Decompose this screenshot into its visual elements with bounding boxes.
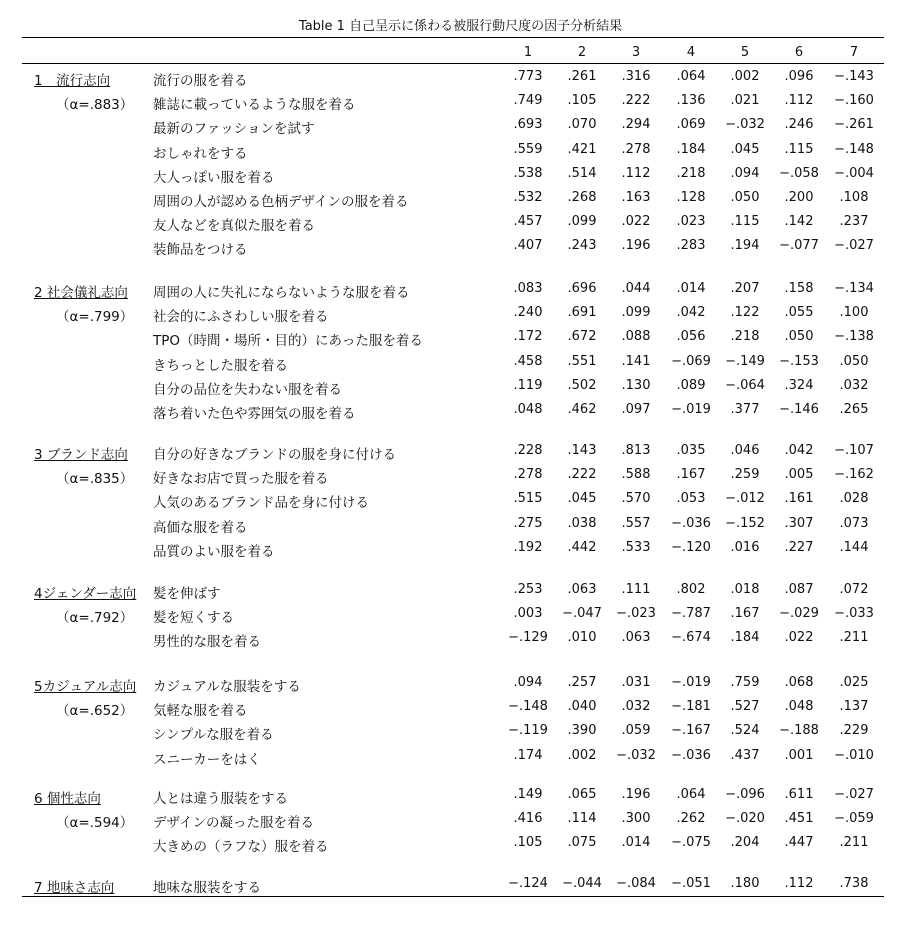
loading-cell: −.107 [834, 443, 874, 458]
item-text: 周囲の人に失礼にならないような服を着る [153, 285, 410, 301]
loading-cell: .172 [513, 329, 543, 345]
column-header-6: 6 [794, 45, 804, 60]
loading-cell: −.138 [834, 329, 874, 345]
loading-cell: .163 [621, 190, 651, 205]
loading-cell: .222 [567, 467, 597, 483]
loading-cell: .001 [784, 747, 814, 763]
loading-cell: .035 [676, 443, 706, 458]
loading-cell: .813 [621, 443, 651, 458]
loading-cell: −.047 [562, 606, 602, 622]
loading-cell: .283 [676, 238, 706, 254]
loading-cell: .142 [784, 214, 814, 230]
loading-cell: .038 [567, 515, 597, 531]
table-row [0, 811, 921, 832]
table-row [0, 467, 921, 488]
loading-cell: .262 [676, 811, 706, 827]
loading-cell: .042 [676, 305, 706, 321]
loading-cell: .218 [676, 165, 706, 181]
loading-cell: .046 [730, 443, 760, 458]
loading-cell: .099 [567, 214, 597, 230]
loading-cell: −.036 [671, 515, 711, 531]
item-text: 気軽な服を着る [153, 703, 248, 720]
item-text: 髪を伸ばす [153, 586, 221, 602]
loading-cell: .089 [676, 377, 706, 393]
loading-cell: .416 [513, 811, 543, 827]
table-title: Table 1 自己呈示に係わる被服行動尺度の因子分析結果 [298, 19, 623, 34]
loading-cell: .083 [513, 281, 543, 296]
loading-cell: .114 [567, 811, 597, 827]
table-row [0, 93, 921, 114]
loading-cell: .527 [730, 699, 760, 715]
table-row [0, 305, 921, 326]
loading-cell: .204 [730, 835, 760, 851]
table-row [0, 142, 921, 160]
loading-cell: .257 [567, 675, 597, 690]
table-row [0, 402, 921, 420]
item-text: 流行の服を着る [153, 73, 248, 89]
loading-cell: −.075 [671, 835, 711, 851]
loading-cell: .128 [676, 190, 706, 205]
loading-cell: .105 [513, 835, 543, 851]
loading-cell: .222 [621, 93, 651, 109]
loading-cell: .696 [567, 281, 597, 296]
loading-cell: .451 [784, 811, 814, 827]
loading-cell: .014 [676, 281, 706, 296]
loading-cell: .045 [567, 491, 597, 507]
loading-cell: .228 [513, 443, 543, 458]
item-text: カジュアルな服装をする [153, 679, 301, 695]
loading-cell: −.148 [508, 699, 548, 715]
loading-cell: −.261 [834, 117, 874, 133]
loading-cell: .072 [839, 582, 869, 597]
loading-cell: .533 [621, 539, 651, 555]
loading-cell: .194 [730, 238, 760, 254]
loading-cell: −.058 [779, 165, 819, 181]
column-header-5: 5 [740, 45, 750, 60]
loading-cell: −.010 [834, 747, 874, 763]
table-row [0, 540, 921, 558]
column-header-1: 1 [523, 45, 533, 60]
loading-cell: .458 [513, 353, 543, 369]
loading-cell: .211 [839, 630, 869, 646]
loading-cell: .053 [676, 491, 706, 507]
loading-cell: −.020 [725, 811, 765, 827]
item-text: 品質のよい服を着る [153, 543, 275, 560]
factor-name: 6 個性志向 [34, 791, 101, 807]
item-text: 自分の好きなブランドの服を身に付ける [153, 447, 396, 463]
table-row [0, 166, 921, 184]
loading-cell: .570 [621, 491, 651, 507]
loading-cell: .462 [567, 402, 597, 417]
loading-cell: .048 [513, 402, 543, 417]
loading-cell: .073 [839, 515, 869, 531]
item-text: 周囲の人が認める色柄デザインの服を着る [153, 194, 409, 210]
loading-cell: .300 [621, 811, 651, 827]
loading-cell: .390 [567, 723, 597, 739]
loading-cell: −.129 [508, 630, 548, 646]
loading-cell: .237 [839, 214, 869, 230]
loading-cell: .136 [676, 93, 706, 109]
table-row [0, 630, 921, 651]
item-text: 好きなお店で買った服を着る [153, 471, 329, 488]
loading-cell: −.023 [616, 606, 656, 622]
loading-cell: .119 [513, 377, 543, 393]
loading-cell: −.153 [779, 353, 819, 369]
table-row [0, 675, 921, 693]
loading-cell: .802 [676, 582, 706, 597]
loading-cell: .050 [784, 329, 814, 345]
loading-cell: .551 [567, 353, 597, 369]
loading-cell: −.036 [671, 747, 711, 763]
loading-cell: .144 [839, 539, 869, 555]
item-text: 人とは違う服装をする [153, 791, 288, 807]
loading-cell: .040 [567, 699, 597, 715]
table-row [0, 378, 921, 396]
loading-cell: .100 [839, 305, 869, 321]
table-row [0, 329, 921, 350]
table-row [0, 516, 921, 534]
loading-cell: .056 [676, 329, 706, 345]
item-text: 高価な服を着る [153, 519, 248, 536]
loading-cell: −.012 [725, 491, 765, 507]
item-text: おしゃれをする [153, 145, 248, 162]
loading-cell: .211 [839, 835, 869, 851]
loading-cell: .068 [784, 675, 814, 690]
table-row [0, 69, 921, 87]
loading-cell: −.181 [671, 699, 711, 715]
loading-cell: .063 [567, 582, 597, 597]
loading-cell: .192 [513, 539, 543, 555]
loading-cell: .278 [513, 467, 543, 483]
loading-cell: .447 [784, 835, 814, 851]
loading-cell: −.119 [508, 723, 548, 739]
factor-name: 5カジュアル志向 [34, 679, 137, 695]
loading-cell: .028 [839, 491, 869, 507]
loading-cell: .243 [567, 238, 597, 254]
loading-cell: .048 [784, 699, 814, 715]
table-row [0, 699, 921, 720]
loading-cell: −.077 [779, 238, 819, 254]
loading-cell: −.064 [725, 377, 765, 393]
loading-cell: .307 [784, 515, 814, 531]
loading-cell: .003 [513, 606, 543, 622]
loading-cell: −.027 [834, 238, 874, 254]
loading-cell: −.051 [671, 876, 711, 891]
loading-cell: .137 [839, 699, 869, 715]
loading-cell: −.188 [779, 723, 819, 739]
factor-name: 1 流行志向 [34, 73, 111, 89]
loading-cell: .059 [621, 723, 651, 739]
loading-cell: .557 [621, 515, 651, 531]
loading-cell: .407 [513, 238, 543, 254]
column-header-7: 7 [849, 45, 859, 60]
loading-cell: .532 [513, 190, 543, 205]
loading-cell: .246 [784, 117, 814, 133]
loading-cell: .691 [567, 305, 597, 321]
loading-cell: −.134 [834, 281, 874, 296]
loading-cell: −.120 [671, 539, 711, 555]
factor-name: 7 地味さ志向 [34, 880, 115, 896]
loading-cell: .759 [730, 675, 760, 690]
loading-cell: .502 [567, 377, 597, 393]
loading-cell: −.004 [834, 165, 874, 181]
loading-cell: .097 [621, 402, 651, 417]
loading-cell: .229 [839, 723, 869, 739]
loading-cell: .094 [730, 165, 760, 181]
loading-cell: .044 [621, 281, 651, 296]
loading-cell: .515 [513, 491, 543, 507]
loading-cell: .022 [621, 214, 651, 230]
loading-cell: .196 [621, 238, 651, 254]
loading-cell: .111 [621, 582, 651, 597]
loading-cell: −.674 [671, 630, 711, 646]
factor-name: 3 ブランド志向 [34, 447, 128, 463]
table-row [0, 491, 921, 512]
loading-cell: −.019 [671, 675, 711, 690]
loading-cell: .207 [730, 281, 760, 296]
loading-cell: .002 [567, 747, 597, 763]
loading-cell: .112 [621, 165, 651, 181]
loading-cell: .042 [784, 443, 814, 458]
loading-cell: .112 [784, 93, 814, 109]
item-text: TPO（時間・場所・目的）にあった服を着る [153, 333, 423, 350]
table-row [0, 748, 921, 766]
loading-cell: .075 [567, 835, 597, 851]
loading-cell: .200 [784, 190, 814, 205]
table-row [0, 214, 921, 235]
loading-cell: −.019 [671, 402, 711, 417]
table-row [0, 582, 921, 600]
loading-cell: −.032 [616, 747, 656, 763]
item-text: 最新のファッションを試す [153, 121, 315, 138]
loading-cell: −.084 [616, 876, 656, 891]
loading-cell: .421 [567, 141, 597, 157]
loading-cell: .031 [621, 675, 651, 690]
factor-alpha: （α=.594） [56, 815, 134, 832]
loading-cell: .180 [730, 876, 760, 891]
item-text: 髪を短くする [153, 610, 234, 627]
loading-cell: .064 [676, 69, 706, 84]
loading-cell: .143 [567, 443, 597, 458]
item-text: 自分の品位を失わない服を着る [153, 381, 342, 398]
factor-alpha: （α=.835） [56, 471, 134, 488]
loading-cell: .005 [784, 467, 814, 483]
loading-cell: .064 [676, 787, 706, 802]
loading-cell: .018 [730, 582, 760, 597]
loading-cell: .122 [730, 305, 760, 321]
loading-cell: −.059 [834, 811, 874, 827]
loading-cell: .184 [676, 141, 706, 157]
loading-cell: .025 [839, 675, 869, 690]
loading-cell: .457 [513, 214, 543, 230]
loading-cell: .055 [784, 305, 814, 321]
loading-cell: .105 [567, 93, 597, 109]
loading-cell: .094 [513, 675, 543, 690]
loading-cell: .514 [567, 165, 597, 181]
loading-cell: .588 [621, 467, 651, 483]
factor-alpha: （α=.883） [56, 97, 134, 114]
loading-cell: .294 [621, 117, 651, 133]
loading-cell: .115 [730, 214, 760, 230]
loading-cell: .538 [513, 165, 543, 181]
item-text: 落ち着いた色や雰囲気の服を着る [153, 406, 356, 422]
loading-cell: −.069 [671, 353, 711, 369]
item-text: 地味な服装をする [153, 880, 261, 896]
item-text: 男性的な服を着る [153, 634, 261, 651]
loading-cell: −.033 [834, 606, 874, 622]
item-text: スニーカーをはく [153, 751, 261, 768]
loading-cell: .672 [567, 329, 597, 345]
loading-cell: .184 [730, 630, 760, 646]
loading-cell: −.146 [779, 402, 819, 417]
loading-cell: .611 [784, 787, 814, 802]
loading-cell: .016 [730, 539, 760, 555]
loading-cell: .442 [567, 539, 597, 555]
loading-cell: −.027 [834, 787, 874, 802]
column-header-2: 2 [577, 45, 587, 60]
loading-cell: .096 [784, 69, 814, 84]
loading-cell: .065 [567, 787, 597, 802]
header-rule [22, 63, 884, 64]
table-row [0, 190, 921, 208]
loading-cell: .749 [513, 93, 543, 109]
loading-cell: .240 [513, 305, 543, 321]
loading-cell: .265 [839, 402, 869, 417]
loading-cell: .324 [784, 377, 814, 393]
loading-cell: −.032 [725, 117, 765, 133]
table-row [0, 443, 921, 461]
loading-cell: .149 [513, 787, 543, 802]
loading-cell: .099 [621, 305, 651, 321]
table-row [0, 835, 921, 856]
item-text: デザインの凝った服を着る [153, 815, 315, 832]
loading-cell: −.152 [725, 515, 765, 531]
table-row [0, 787, 921, 805]
loading-cell: −.160 [834, 93, 874, 109]
loading-cell: .050 [839, 353, 869, 369]
loading-cell: .158 [784, 281, 814, 296]
loading-cell: −.143 [834, 69, 874, 84]
loading-cell: −.096 [725, 787, 765, 802]
loading-cell: .023 [676, 214, 706, 230]
loading-cell: .002 [730, 69, 760, 84]
item-text: 大きめの（ラフな）服を着る [153, 839, 329, 856]
loading-cell: .259 [730, 467, 760, 483]
loading-cell: .010 [567, 630, 597, 646]
column-header-4: 4 [686, 45, 696, 60]
loading-cell: .227 [784, 539, 814, 555]
loading-cell: .174 [513, 747, 543, 763]
loading-cell: .115 [784, 141, 814, 157]
loading-cell: .377 [730, 402, 760, 417]
loading-cell: −.162 [834, 467, 874, 483]
loading-cell: −.167 [671, 723, 711, 739]
loading-cell: .069 [676, 117, 706, 133]
loading-cell: −.124 [508, 876, 548, 891]
loading-cell: −.787 [671, 606, 711, 622]
loading-cell: .167 [676, 467, 706, 483]
top-rule [22, 37, 884, 38]
table-row [0, 281, 921, 299]
loading-cell: .161 [784, 491, 814, 507]
loading-cell: .693 [513, 117, 543, 133]
loading-cell: .063 [621, 630, 651, 646]
loading-cell: .130 [621, 377, 651, 393]
factor-name: 4ジェンダー志向 [34, 586, 137, 602]
loading-cell: .167 [730, 606, 760, 622]
bottom-rule [22, 896, 884, 897]
loading-cell: .021 [730, 93, 760, 109]
loading-cell: .032 [839, 377, 869, 393]
loading-cell: .196 [621, 787, 651, 802]
loading-cell: .112 [784, 876, 814, 891]
loading-cell: .218 [730, 329, 760, 345]
table-row [0, 723, 921, 744]
loading-cell: .022 [784, 630, 814, 646]
item-text: きちっとした服を着る [153, 357, 288, 374]
loading-cell: .108 [839, 190, 869, 205]
loading-cell: −.149 [725, 353, 765, 369]
loading-cell: .524 [730, 723, 760, 739]
table-row [0, 876, 921, 894]
loading-cell: .278 [621, 141, 651, 157]
factor-alpha: （α=.792） [56, 610, 134, 627]
loading-cell: .261 [567, 69, 597, 84]
loading-cell: .316 [621, 69, 651, 84]
factor-alpha: （α=.799） [56, 309, 134, 326]
item-text: シンプルな服を着る [153, 727, 274, 744]
loading-cell: −.148 [834, 141, 874, 157]
loading-cell: .070 [567, 117, 597, 133]
loading-cell: −.029 [779, 606, 819, 622]
loading-cell: .141 [621, 353, 651, 369]
factor-name: 2 社会儀礼志向 [34, 285, 128, 301]
column-header-3: 3 [631, 45, 641, 60]
loading-cell: .268 [567, 190, 597, 205]
item-text: 社会的にふさわしい服を着る [153, 309, 329, 326]
loading-cell: .275 [513, 515, 543, 531]
loading-cell: .088 [621, 329, 651, 345]
loading-cell: .050 [730, 190, 760, 205]
item-text: 友人などを真似た服を着る [153, 218, 315, 235]
loading-cell: .437 [730, 747, 760, 763]
loading-cell: .087 [784, 582, 814, 597]
item-text: 雑誌に載っているような服を着る [153, 97, 356, 114]
table-row [0, 117, 921, 138]
loading-cell: .773 [513, 69, 543, 84]
loading-cell: .032 [621, 699, 651, 715]
loading-cell: .738 [839, 876, 869, 891]
loading-cell: .559 [513, 141, 543, 157]
table-row [0, 606, 921, 627]
table-row [0, 354, 921, 372]
loading-cell: .014 [621, 835, 651, 851]
loading-cell: −.044 [562, 876, 602, 891]
table-row [0, 238, 921, 259]
item-text: 装飾品をつける [153, 242, 248, 259]
factor-alpha: （α=.652） [56, 703, 134, 720]
item-text: 人気のあるブランド品を身に付ける [153, 495, 369, 512]
loading-cell: .253 [513, 582, 543, 597]
loading-cell: .045 [730, 141, 760, 157]
item-text: 大人っぽい服を着る [153, 169, 275, 186]
